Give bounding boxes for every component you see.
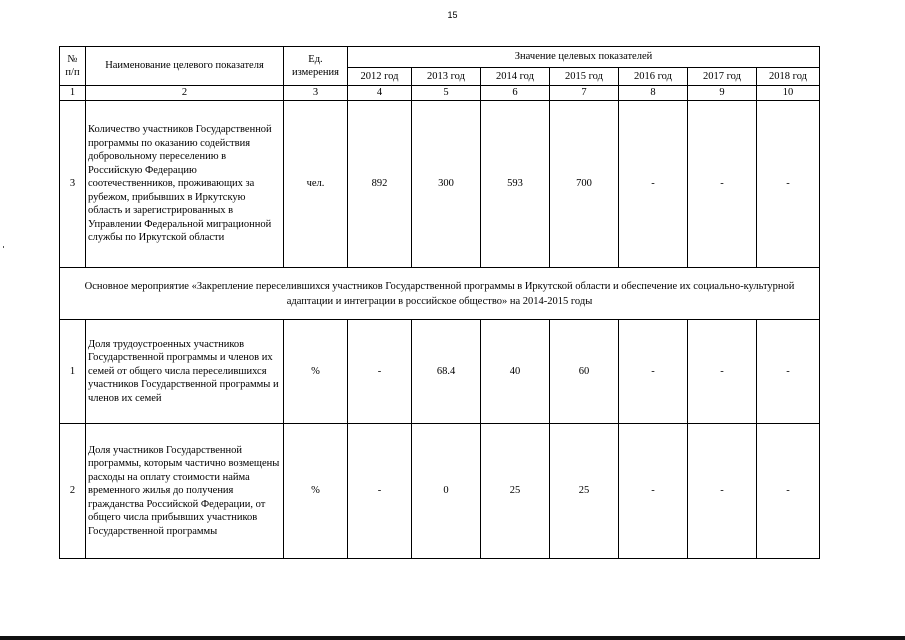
header-year: 2012 год [348,68,412,86]
header-name: Наименование целевого показателя [86,47,284,86]
value-2017: - [688,424,757,559]
header-year: 2017 год [688,68,757,86]
header-row [60,47,820,68]
header-year: 2016 год [619,68,688,86]
page-number: 15 [447,10,458,20]
table-row [60,101,820,268]
column-number: 5 [412,86,481,101]
value-2014: 25 [481,424,550,559]
value-2013: 0 [412,424,481,559]
header-year: 2013 год [412,68,481,86]
value-2013: 300 [412,101,481,268]
column-number: 1 [60,86,86,101]
value-2015: 700 [550,101,619,268]
indicator-name: Количество участников Государственной программы по оказанию содействия добровольному переселению в Российскую Федерацию соотечественников, проживающих за рубежом, прибывших в Иркутскую область и зарегистрированных в Управлении Федеральной миграционной службы по Иркутской области [86,101,284,268]
value-2012: - [348,320,412,424]
target-indicators-table [59,46,820,559]
table-row [60,424,820,559]
header-year: 2014 год [481,68,550,86]
value-2018: - [757,320,820,424]
value-2017: - [688,320,757,424]
column-number: 6 [481,86,550,101]
column-number: 9 [688,86,757,101]
section-row [60,268,820,320]
value-2016: - [619,320,688,424]
header-unit: Ед. измерения [284,47,348,86]
value-2014: 40 [481,320,550,424]
scan-bottom-border [0,636,905,640]
table-row [60,320,820,424]
value-2012: - [348,424,412,559]
indicator-unit: чел. [284,101,348,268]
header-values-group: Значение целевых показателей [348,47,820,68]
value-2014: 593 [481,101,550,268]
column-numbers-row [60,86,820,101]
header-year: 2018 год [757,68,820,86]
value-2016: - [619,101,688,268]
row-num: 2 [60,424,86,559]
column-number: 2 [86,86,284,101]
value-2012: 892 [348,101,412,268]
header-year: 2015 год [550,68,619,86]
value-2018: - [757,424,820,559]
column-number: 10 [757,86,820,101]
indicator-unit: % [284,424,348,559]
column-number: 3 [284,86,348,101]
indicator-name: Доля трудоустроенных участников Государственной программы и членов их семей от общего числа переселившихся участников Государственной программы и членов их семей [86,320,284,424]
scan-mark [3,246,4,248]
value-2013: 68.4 [412,320,481,424]
column-number: 8 [619,86,688,101]
value-2015: 25 [550,424,619,559]
column-number: 7 [550,86,619,101]
value-2015: 60 [550,320,619,424]
value-2018: - [757,101,820,268]
indicator-name: Доля участников Государственной программы, которым частично возмещены расходы на оплату стоимости найма временного жилья до получения гражданства Российской Федерации, от общего числа прибывших участников Государственной программы [86,424,284,559]
column-number: 4 [348,86,412,101]
indicator-unit: % [284,320,348,424]
value-2016: - [619,424,688,559]
value-2017: - [688,101,757,268]
section-title: Основное мероприятие «Закрепление переселившихся участников Государственной программы в Иркутской области и обеспечение их социально-культурной адаптации и интеграции в российское общество» на 2014-2015 годы [60,268,820,320]
row-num: 3 [60,101,86,268]
row-num: 1 [60,320,86,424]
header-num: № п/п [60,47,86,86]
